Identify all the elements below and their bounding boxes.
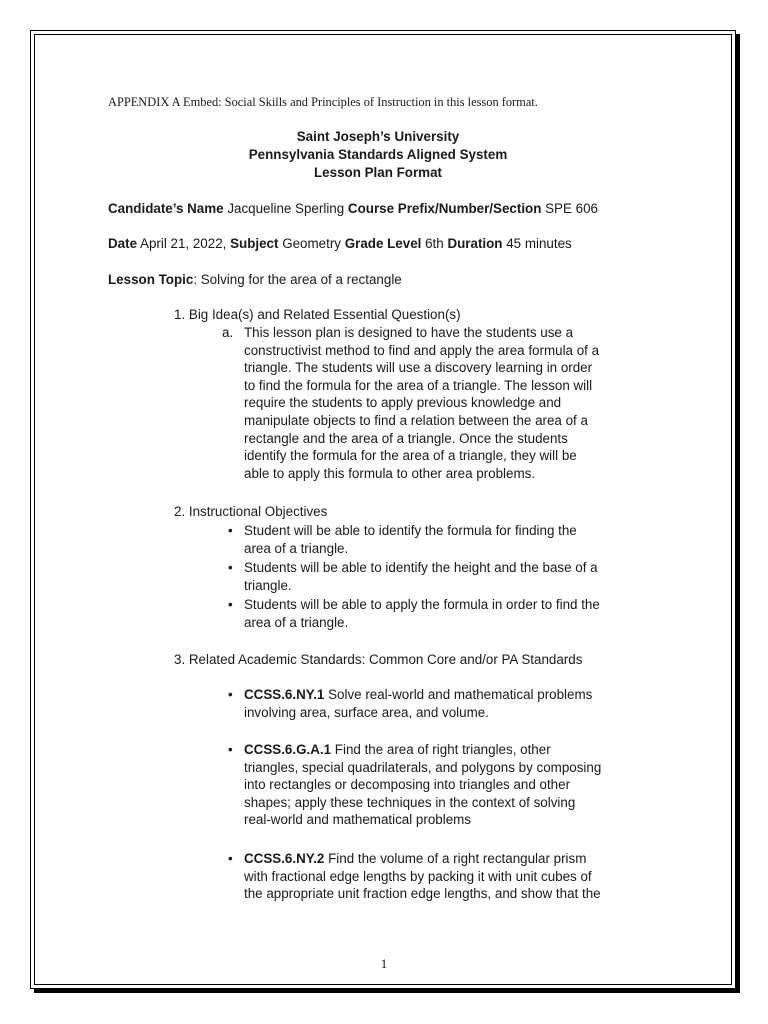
heading-format: Lesson Plan Format xyxy=(314,165,442,180)
bullet-marker: • xyxy=(228,687,233,702)
section-big-idea-title: 1. Big Idea(s) and Related Essential Question(s) xyxy=(174,307,461,322)
lesson-topic-value: : Solving for the area of a rectangle xyxy=(193,272,402,287)
big-idea-text xyxy=(244,324,649,482)
text-line: area of a triangle. xyxy=(244,540,349,556)
text-line: identify the formula for the area of a triangle, they will be xyxy=(244,448,577,464)
text-line: area of a triangle. xyxy=(244,614,349,630)
section-standards-title: 3. Related Academic Standards: Common Core and/or PA Standards xyxy=(174,652,583,667)
text-line: manipulate objects to find a relation between the area of a xyxy=(244,412,588,428)
duration-label: Duration xyxy=(447,236,503,251)
standard-code: CCSS.6.NY.2 xyxy=(244,851,325,866)
text-line: into rectangles or decomposing into triangles and other xyxy=(244,777,571,793)
bullet-marker: • xyxy=(228,597,233,612)
candidate-name-value: Jacqueline Sperling xyxy=(223,201,348,216)
subject-value: Geometry xyxy=(278,236,345,251)
text-line: able to apply this formula to other area problems. xyxy=(244,465,536,481)
list-marker: a. xyxy=(222,325,234,340)
bullet-marker: • xyxy=(228,742,233,757)
text-line: real-world and mathematical problems xyxy=(244,812,471,828)
text-line: require the students to apply previous knowledge and xyxy=(244,395,562,411)
document-heading xyxy=(108,128,648,182)
objective-text xyxy=(244,596,649,631)
standard-text xyxy=(244,686,649,721)
text-line: triangle. The students will use a discovery learning in order xyxy=(244,360,593,376)
course-value: SPE 606 xyxy=(541,201,598,216)
heading-university: Saint Joseph’s University xyxy=(296,129,460,144)
standard-code: CCSS.6.NY.1 xyxy=(244,687,325,702)
text-line: triangles, special quadrilaterals, and polygons by composing xyxy=(244,759,602,775)
grade-value: 6th xyxy=(421,236,448,251)
details-line xyxy=(108,236,572,251)
subject-label: Subject xyxy=(230,236,279,251)
standard-text xyxy=(244,850,649,903)
text-line: rectangle and the area of a triangle. Once the students xyxy=(244,430,568,446)
course-label: Course Prefix/Number/Section xyxy=(347,201,542,216)
candidate-name-label: Candidate’s Name xyxy=(108,201,224,216)
date-label: Date xyxy=(108,236,138,251)
standard-text xyxy=(244,741,649,829)
lesson-topic-line xyxy=(108,272,402,287)
text-line: triangle. xyxy=(244,577,292,593)
page-number: 1 xyxy=(380,956,388,971)
bullet-marker: • xyxy=(228,560,233,575)
text-line: Students will be able to apply the formula in order to find the xyxy=(244,597,600,612)
standard-desc: Find the volume of a right rectangular prism xyxy=(324,851,587,866)
text-line: This lesson plan is designed to have the students use a xyxy=(244,325,574,340)
standard-first-line xyxy=(244,686,649,704)
text-line: Students will be able to identify the height and the base of a xyxy=(244,560,598,575)
objective-text xyxy=(244,522,649,557)
text-line: to find the formula for the area of a triangle. The lesson will xyxy=(244,377,593,393)
candidate-line xyxy=(108,201,598,216)
text-line: Student will be able to identify the formula for finding the xyxy=(244,523,577,538)
bullet-marker: • xyxy=(228,851,233,866)
standard-desc: Solve real-world and mathematical problems xyxy=(324,687,593,702)
text-line: involving area, surface area, and volume. xyxy=(244,704,489,720)
standard-code: CCSS.6.G.A.1 xyxy=(244,742,332,757)
bullet-marker: • xyxy=(228,523,233,538)
text-line: with fractional edge lengths by packing it with unit cubes of xyxy=(244,868,592,884)
date-value: April 21, 2022, xyxy=(137,236,231,251)
text-line: constructivist method to find and apply the area formula of a xyxy=(244,342,600,358)
objective-text xyxy=(244,559,649,594)
standard-desc: Find the area of right triangles, other xyxy=(331,742,551,757)
duration-value: 45 minutes xyxy=(502,236,572,251)
appendix-line: APPENDIX A Embed: Social Skills and Principles of Instruction in this lesson format. xyxy=(108,95,538,109)
text-line: shapes; apply these techniques in the context of solving xyxy=(244,794,576,810)
standard-first-line xyxy=(244,741,649,759)
heading-system: Pennsylvania Standards Aligned System xyxy=(248,147,508,162)
grade-label: Grade Level xyxy=(344,236,422,251)
section-objectives-title: 2. Instructional Objectives xyxy=(174,504,328,519)
lesson-topic-label: Lesson Topic xyxy=(108,272,194,287)
standard-first-line xyxy=(244,850,649,868)
text-line: the appropriate unit fraction edge lengths, and show that the xyxy=(244,886,601,902)
